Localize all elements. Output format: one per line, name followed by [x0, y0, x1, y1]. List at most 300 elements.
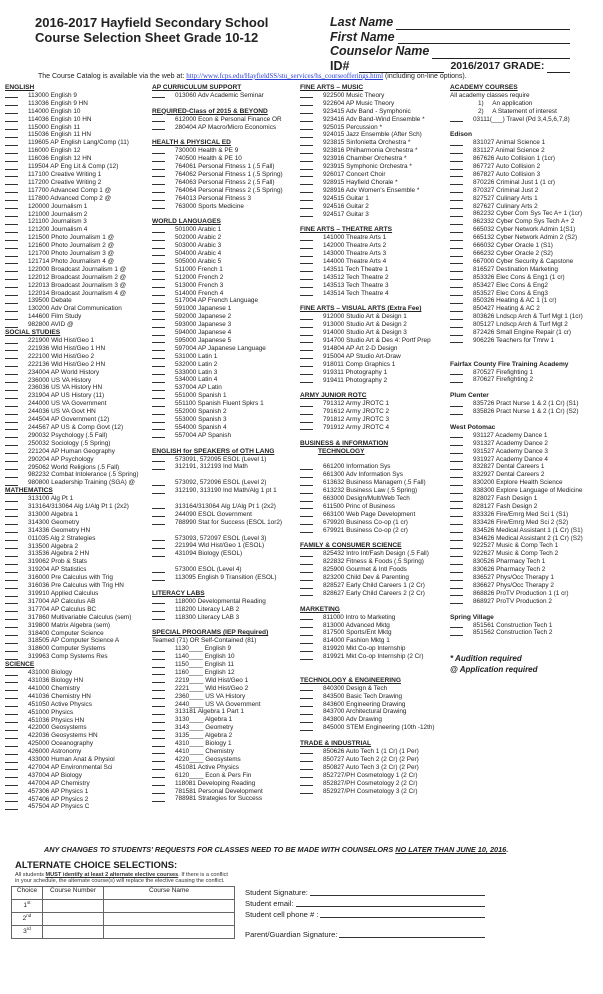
course-checkbox-blank[interactable]	[5, 297, 18, 304]
course-checkbox-blank[interactable]	[450, 187, 463, 194]
course-checkbox-blank[interactable]	[152, 297, 165, 304]
counselor-name-field[interactable]	[330, 44, 570, 59]
course-checkbox-blank[interactable]	[5, 282, 18, 289]
course-checkbox-blank[interactable]	[450, 250, 463, 257]
course-name-input[interactable]	[104, 926, 235, 939]
course-checkbox-blank[interactable]	[5, 511, 18, 518]
course-checkbox-blank[interactable]	[152, 226, 165, 233]
course-checkbox-blank[interactable]	[300, 748, 313, 755]
course-checkbox-blank[interactable]	[5, 305, 18, 312]
course-name-input[interactable]	[104, 913, 235, 926]
course-checkbox-blank[interactable]	[300, 701, 313, 708]
course-checkbox-blank[interactable]	[450, 519, 463, 526]
course-checkbox-blank[interactable]	[5, 717, 18, 724]
course-checkbox-blank[interactable]	[152, 716, 165, 723]
course-checkbox-blank[interactable]	[300, 258, 313, 265]
course-checkbox-blank[interactable]	[5, 250, 18, 257]
course-checkbox-blank[interactable]	[450, 329, 463, 336]
course-checkbox-blank[interactable]	[152, 732, 165, 739]
course-checkbox-blank[interactable]	[5, 361, 18, 368]
course-checkbox-blank[interactable]	[5, 630, 18, 637]
course-checkbox-blank[interactable]	[5, 242, 18, 249]
course-checkbox-blank[interactable]	[152, 756, 165, 763]
course-checkbox-blank[interactable]	[450, 203, 463, 210]
course-checkbox-blank[interactable]	[5, 732, 18, 739]
course-checkbox-blank[interactable]	[450, 297, 463, 304]
course-checkbox-blank[interactable]	[152, 463, 165, 470]
course-checkbox-blank[interactable]	[450, 258, 463, 265]
course-checkbox-blank[interactable]	[5, 163, 18, 170]
course-checkbox-blank[interactable]	[300, 171, 313, 178]
course-checkbox-blank[interactable]	[152, 416, 165, 423]
course-checkbox-blank[interactable]	[450, 622, 463, 629]
course-checkbox-blank[interactable]	[300, 147, 313, 154]
course-checkbox-blank[interactable]	[300, 345, 313, 352]
course-checkbox-blank[interactable]	[300, 416, 313, 423]
course-checkbox-blank[interactable]	[5, 527, 18, 534]
course-checkbox-blank[interactable]	[450, 566, 463, 573]
course-checkbox-blank[interactable]	[5, 218, 18, 225]
course-checkbox-blank[interactable]	[300, 250, 313, 257]
course-checkbox-blank[interactable]	[5, 701, 18, 708]
course-checkbox-blank[interactable]	[300, 234, 313, 241]
course-checkbox-blank[interactable]	[300, 772, 313, 779]
course-checkbox-blank[interactable]	[450, 408, 463, 415]
course-checkbox-blank[interactable]	[300, 139, 313, 146]
course-checkbox-blank[interactable]	[5, 226, 18, 233]
course-checkbox-blank[interactable]	[300, 645, 313, 652]
course-checkbox-blank[interactable]	[5, 353, 18, 360]
course-checkbox-blank[interactable]	[5, 772, 18, 779]
course-checkbox-blank[interactable]	[152, 724, 165, 731]
course-checkbox-blank[interactable]	[152, 353, 165, 360]
course-checkbox-blank[interactable]	[5, 709, 18, 716]
course-checkbox-blank[interactable]	[300, 558, 313, 565]
course-checkbox-blank[interactable]	[152, 598, 165, 605]
course-checkbox-blank[interactable]	[152, 708, 165, 715]
course-checkbox-blank[interactable]	[152, 337, 165, 344]
course-checkbox-blank[interactable]	[300, 155, 313, 162]
course-checkbox-blank[interactable]	[152, 345, 165, 352]
course-checkbox-blank[interactable]	[5, 456, 18, 463]
course-checkbox-blank[interactable]	[450, 163, 463, 170]
course-checkbox-blank[interactable]	[300, 629, 313, 636]
course-checkbox-blank[interactable]	[152, 290, 165, 297]
course-checkbox-blank[interactable]	[5, 614, 18, 621]
course-checkbox-blank[interactable]	[300, 290, 313, 297]
course-checkbox-blank[interactable]	[300, 479, 313, 486]
course-checkbox-blank[interactable]	[450, 495, 463, 502]
student-phone-field[interactable]	[245, 910, 485, 919]
course-checkbox-blank[interactable]	[5, 345, 18, 352]
course-checkbox-blank[interactable]	[5, 574, 18, 581]
course-checkbox-blank[interactable]	[152, 92, 165, 99]
course-checkbox-blank[interactable]	[5, 179, 18, 186]
course-checkbox-blank[interactable]	[300, 716, 313, 723]
course-checkbox-blank[interactable]	[152, 661, 165, 668]
course-checkbox-blank[interactable]	[450, 463, 463, 470]
course-checkbox-blank[interactable]	[5, 590, 18, 597]
course-checkbox-blank[interactable]	[5, 337, 18, 344]
course-checkbox-blank[interactable]	[450, 218, 463, 225]
course-checkbox-blank[interactable]	[5, 116, 18, 123]
course-checkbox-blank[interactable]	[300, 203, 313, 210]
course-checkbox-blank[interactable]	[5, 780, 18, 787]
course-checkbox-blank[interactable]	[152, 788, 165, 795]
course-checkbox-blank[interactable]	[152, 282, 165, 289]
course-checkbox-blank[interactable]	[152, 163, 165, 170]
parent-signature-field[interactable]	[245, 930, 485, 939]
course-checkbox-blank[interactable]	[5, 503, 18, 510]
course-checkbox-blank[interactable]	[300, 116, 313, 123]
course-checkbox-blank[interactable]	[300, 566, 313, 573]
course-checkbox-blank[interactable]	[450, 440, 463, 447]
course-checkbox-blank[interactable]	[5, 495, 18, 502]
course-checkbox-blank[interactable]	[152, 321, 165, 328]
course-checkbox-blank[interactable]	[5, 290, 18, 297]
course-checkbox-blank[interactable]	[450, 550, 463, 557]
course-checkbox-blank[interactable]	[152, 795, 165, 802]
course-checkbox-blank[interactable]	[5, 313, 18, 320]
course-checkbox-blank[interactable]	[5, 147, 18, 154]
course-checkbox-blank[interactable]	[152, 116, 165, 123]
course-checkbox-blank[interactable]	[300, 329, 313, 336]
course-checkbox-blank[interactable]	[152, 195, 165, 202]
course-checkbox-blank[interactable]	[152, 740, 165, 747]
course-checkbox-blank[interactable]	[450, 535, 463, 542]
course-checkbox-blank[interactable]	[450, 400, 463, 407]
course-checkbox-blank[interactable]	[450, 376, 463, 383]
course-number-input[interactable]	[43, 926, 104, 939]
course-checkbox-blank[interactable]	[5, 377, 18, 384]
course-checkbox-blank[interactable]	[152, 305, 165, 312]
course-checkbox-blank[interactable]	[5, 392, 18, 399]
course-checkbox-blank[interactable]	[450, 503, 463, 510]
course-checkbox-blank[interactable]	[300, 211, 313, 218]
course-checkbox-blank[interactable]	[5, 637, 18, 644]
course-number-input[interactable]	[43, 900, 104, 913]
course-number-input[interactable]	[43, 913, 104, 926]
course-checkbox-blank[interactable]	[5, 677, 18, 684]
course-checkbox-blank[interactable]	[152, 432, 165, 439]
course-checkbox-blank[interactable]	[5, 606, 18, 613]
course-checkbox-blank[interactable]	[152, 242, 165, 249]
course-checkbox-blank[interactable]	[152, 424, 165, 431]
course-checkbox-blank[interactable]	[5, 566, 18, 573]
course-checkbox-blank[interactable]	[450, 313, 463, 320]
course-checkbox-blank[interactable]	[5, 558, 18, 565]
course-checkbox-blank[interactable]	[300, 179, 313, 186]
course-checkbox-blank[interactable]	[300, 100, 313, 107]
course-checkbox-blank[interactable]	[300, 590, 313, 597]
course-checkbox-blank[interactable]	[450, 337, 463, 344]
course-checkbox-blank[interactable]	[300, 131, 313, 138]
course-checkbox-blank[interactable]	[152, 574, 165, 581]
course-checkbox-blank[interactable]	[450, 210, 463, 217]
course-checkbox-blank[interactable]	[450, 471, 463, 478]
course-checkbox-blank[interactable]	[152, 780, 165, 787]
course-checkbox-blank[interactable]	[5, 519, 18, 526]
course-checkbox-blank[interactable]	[450, 195, 463, 202]
course-checkbox-blank[interactable]	[5, 416, 18, 423]
course-name-input[interactable]	[104, 900, 235, 913]
course-checkbox-blank[interactable]	[152, 456, 165, 463]
course-checkbox-blank[interactable]	[152, 653, 165, 660]
course-checkbox-blank[interactable]	[5, 195, 18, 202]
course-checkbox-blank[interactable]	[5, 653, 18, 660]
course-checkbox-blank[interactable]	[450, 242, 463, 249]
course-checkbox-blank[interactable]	[5, 645, 18, 652]
course-checkbox-blank[interactable]	[152, 614, 165, 621]
course-checkbox-blank[interactable]	[300, 653, 313, 660]
course-checkbox-blank[interactable]	[300, 377, 313, 384]
course-checkbox-blank[interactable]	[300, 274, 313, 281]
course-checkbox-blank[interactable]	[300, 369, 313, 376]
course-checkbox-blank[interactable]	[5, 479, 18, 486]
course-checkbox-blank[interactable]	[5, 266, 18, 273]
course-checkbox-blank[interactable]	[5, 139, 18, 146]
course-checkbox-blank[interactable]	[152, 266, 165, 273]
course-checkbox-blank[interactable]	[300, 780, 313, 787]
course-checkbox-blank[interactable]	[5, 535, 18, 542]
course-checkbox-blank[interactable]	[5, 740, 18, 747]
course-checkbox-blank[interactable]	[152, 203, 165, 210]
course-checkbox-blank[interactable]	[152, 764, 165, 771]
course-checkbox-blank[interactable]	[5, 764, 18, 771]
course-checkbox-blank[interactable]	[5, 803, 18, 810]
course-checkbox-blank[interactable]	[152, 669, 165, 676]
course-checkbox-blank[interactable]	[300, 637, 313, 644]
course-checkbox-blank[interactable]	[5, 187, 18, 194]
course-checkbox-blank[interactable]	[450, 226, 463, 233]
course-checkbox-blank[interactable]	[152, 677, 165, 684]
course-checkbox-blank[interactable]	[5, 100, 18, 107]
course-checkbox-blank[interactable]	[152, 487, 165, 494]
catalog-link[interactable]: http://www.fcps.edu/HayfieldSS/stu_services/hs_courseofferings.html	[186, 72, 384, 80]
course-checkbox-blank[interactable]	[300, 756, 313, 763]
course-checkbox-blank[interactable]	[450, 179, 463, 186]
course-checkbox-blank[interactable]	[450, 282, 463, 289]
course-checkbox-blank[interactable]	[152, 250, 165, 257]
student-email-field[interactable]	[245, 899, 485, 908]
course-checkbox-blank[interactable]	[5, 408, 18, 415]
course-checkbox-blank[interactable]	[300, 622, 313, 629]
course-checkbox-blank[interactable]	[5, 464, 18, 471]
course-checkbox-blank[interactable]	[5, 693, 18, 700]
course-checkbox-blank[interactable]	[152, 519, 165, 526]
course-checkbox-blank[interactable]	[152, 566, 165, 573]
course-checkbox-blank[interactable]	[300, 788, 313, 795]
course-checkbox-blank[interactable]	[300, 282, 313, 289]
course-checkbox-blank[interactable]	[300, 693, 313, 700]
course-checkbox-blank[interactable]	[152, 685, 165, 692]
course-checkbox-blank[interactable]	[152, 772, 165, 779]
course-checkbox-blank[interactable]	[152, 234, 165, 241]
course-checkbox-blank[interactable]	[450, 321, 463, 328]
course-checkbox-blank[interactable]	[300, 503, 313, 510]
course-checkbox-blank[interactable]	[300, 424, 313, 431]
course-checkbox-blank[interactable]	[5, 598, 18, 605]
course-checkbox-blank[interactable]	[152, 274, 165, 281]
course-checkbox-blank[interactable]	[152, 392, 165, 399]
course-checkbox-blank[interactable]	[152, 147, 165, 154]
course-checkbox-blank[interactable]	[5, 131, 18, 138]
course-checkbox-blank[interactable]	[5, 400, 18, 407]
course-checkbox-blank[interactable]	[152, 693, 165, 700]
course-checkbox-blank[interactable]	[5, 796, 18, 803]
course-checkbox-blank[interactable]	[450, 171, 463, 178]
course-checkbox-blank[interactable]	[152, 542, 165, 549]
course-checkbox-blank[interactable]	[300, 582, 313, 589]
course-checkbox-blank[interactable]	[5, 432, 18, 439]
course-checkbox-blank[interactable]	[5, 321, 18, 328]
course-checkbox-blank[interactable]	[300, 321, 313, 328]
course-checkbox-blank[interactable]	[300, 708, 313, 715]
course-checkbox-blank[interactable]	[300, 266, 313, 273]
course-checkbox-blank[interactable]	[300, 463, 313, 470]
course-checkbox-blank[interactable]	[450, 558, 463, 565]
course-checkbox-blank[interactable]	[152, 313, 165, 320]
course-checkbox-blank[interactable]	[5, 155, 18, 162]
course-checkbox-blank[interactable]	[5, 582, 18, 589]
course-checkbox-blank[interactable]	[5, 448, 18, 455]
course-checkbox-blank[interactable]	[300, 511, 313, 518]
course-checkbox-blank[interactable]	[152, 384, 165, 391]
course-checkbox-blank[interactable]	[300, 124, 313, 131]
course-checkbox-blank[interactable]	[152, 550, 165, 557]
course-checkbox-blank[interactable]	[450, 266, 463, 273]
course-checkbox-blank[interactable]	[152, 408, 165, 415]
course-checkbox-blank[interactable]	[5, 108, 18, 115]
course-checkbox-blank[interactable]	[5, 211, 18, 218]
course-checkbox-blank[interactable]	[300, 187, 313, 194]
course-checkbox-blank[interactable]	[300, 400, 313, 407]
course-checkbox-blank[interactable]	[450, 155, 463, 162]
course-checkbox-blank[interactable]	[152, 361, 165, 368]
course-checkbox-blank[interactable]	[152, 701, 165, 708]
course-checkbox-blank[interactable]	[300, 487, 313, 494]
course-checkbox-blank[interactable]	[5, 543, 18, 550]
course-checkbox-blank[interactable]	[450, 234, 463, 241]
course-checkbox-blank[interactable]	[5, 669, 18, 676]
course-checkbox-blank[interactable]	[152, 155, 165, 162]
course-checkbox-blank[interactable]	[450, 139, 463, 146]
id-grade-field[interactable]	[330, 59, 570, 74]
student-signature-field[interactable]	[245, 888, 485, 897]
last-name-field[interactable]	[330, 15, 570, 30]
course-checkbox-blank[interactable]	[300, 108, 313, 115]
course-checkbox-blank[interactable]	[152, 479, 165, 486]
course-checkbox-blank[interactable]	[450, 116, 463, 123]
course-checkbox-blank[interactable]	[450, 147, 463, 154]
course-checkbox-blank[interactable]	[152, 748, 165, 755]
course-checkbox-blank[interactable]	[152, 329, 165, 336]
course-checkbox-blank[interactable]	[450, 479, 463, 486]
course-checkbox-blank[interactable]	[152, 124, 165, 131]
course-checkbox-blank[interactable]	[5, 724, 18, 731]
course-checkbox-blank[interactable]	[300, 163, 313, 170]
course-checkbox-blank[interactable]	[5, 92, 18, 99]
course-checkbox-blank[interactable]	[152, 179, 165, 186]
course-checkbox-blank[interactable]	[5, 550, 18, 557]
course-checkbox-blank[interactable]	[5, 788, 18, 795]
course-checkbox-blank[interactable]	[5, 369, 18, 376]
course-checkbox-blank[interactable]	[5, 440, 18, 447]
course-checkbox-blank[interactable]	[450, 629, 463, 636]
course-checkbox-blank[interactable]	[450, 574, 463, 581]
course-checkbox-blank[interactable]	[300, 574, 313, 581]
course-checkbox-blank[interactable]	[5, 622, 18, 629]
course-checkbox-blank[interactable]	[450, 369, 463, 376]
course-checkbox-blank[interactable]	[152, 187, 165, 194]
course-checkbox-blank[interactable]	[300, 92, 313, 99]
course-checkbox-blank[interactable]	[450, 542, 463, 549]
course-checkbox-blank[interactable]	[450, 448, 463, 455]
course-checkbox-blank[interactable]	[450, 456, 463, 463]
course-checkbox-blank[interactable]	[450, 290, 463, 297]
course-checkbox-blank[interactable]	[300, 353, 313, 360]
course-checkbox-blank[interactable]	[152, 503, 165, 510]
course-checkbox-blank[interactable]	[152, 535, 165, 542]
course-checkbox-blank[interactable]	[300, 242, 313, 249]
course-checkbox-blank[interactable]	[450, 598, 463, 605]
course-checkbox-blank[interactable]	[300, 724, 313, 731]
course-checkbox-blank[interactable]	[450, 487, 463, 494]
course-checkbox-blank[interactable]	[152, 606, 165, 613]
course-checkbox-blank[interactable]	[300, 614, 313, 621]
course-checkbox-blank[interactable]	[152, 645, 165, 652]
course-checkbox-blank[interactable]	[5, 424, 18, 431]
course-checkbox-blank[interactable]	[5, 258, 18, 265]
course-checkbox-blank[interactable]	[300, 519, 313, 526]
course-checkbox-blank[interactable]	[152, 369, 165, 376]
course-checkbox-blank[interactable]	[5, 171, 18, 178]
course-checkbox-blank[interactable]	[300, 527, 313, 534]
course-checkbox-blank[interactable]	[152, 400, 165, 407]
course-checkbox-blank[interactable]	[450, 527, 463, 534]
course-checkbox-blank[interactable]	[5, 234, 18, 241]
first-name-field[interactable]	[330, 30, 570, 45]
course-checkbox-blank[interactable]	[450, 582, 463, 589]
course-checkbox-blank[interactable]	[152, 171, 165, 178]
course-checkbox-blank[interactable]	[450, 511, 463, 518]
course-checkbox-blank[interactable]	[300, 408, 313, 415]
course-checkbox-blank[interactable]	[5, 274, 18, 281]
course-checkbox-blank[interactable]	[300, 195, 313, 202]
course-checkbox-blank[interactable]	[5, 685, 18, 692]
course-checkbox-blank[interactable]	[5, 748, 18, 755]
course-checkbox-blank[interactable]	[300, 550, 313, 557]
course-checkbox-blank[interactable]	[300, 471, 313, 478]
course-checkbox-blank[interactable]	[152, 511, 165, 518]
course-checkbox-blank[interactable]	[300, 361, 313, 368]
course-checkbox-blank[interactable]	[300, 313, 313, 320]
course-checkbox-blank[interactable]	[5, 203, 18, 210]
course-checkbox-blank[interactable]	[300, 764, 313, 771]
course-checkbox-blank[interactable]	[5, 756, 18, 763]
course-checkbox-blank[interactable]	[5, 471, 18, 478]
course-checkbox-blank[interactable]	[450, 432, 463, 439]
course-checkbox-blank[interactable]	[450, 590, 463, 597]
course-checkbox-blank[interactable]	[300, 685, 313, 692]
course-checkbox-blank[interactable]	[300, 337, 313, 344]
course-checkbox-blank[interactable]	[450, 305, 463, 312]
course-checkbox-blank[interactable]	[450, 274, 463, 281]
course-checkbox-blank[interactable]	[5, 124, 18, 131]
course-checkbox-blank[interactable]	[5, 384, 18, 391]
course-checkbox-blank[interactable]	[300, 495, 313, 502]
course-checkbox-blank[interactable]	[152, 376, 165, 383]
